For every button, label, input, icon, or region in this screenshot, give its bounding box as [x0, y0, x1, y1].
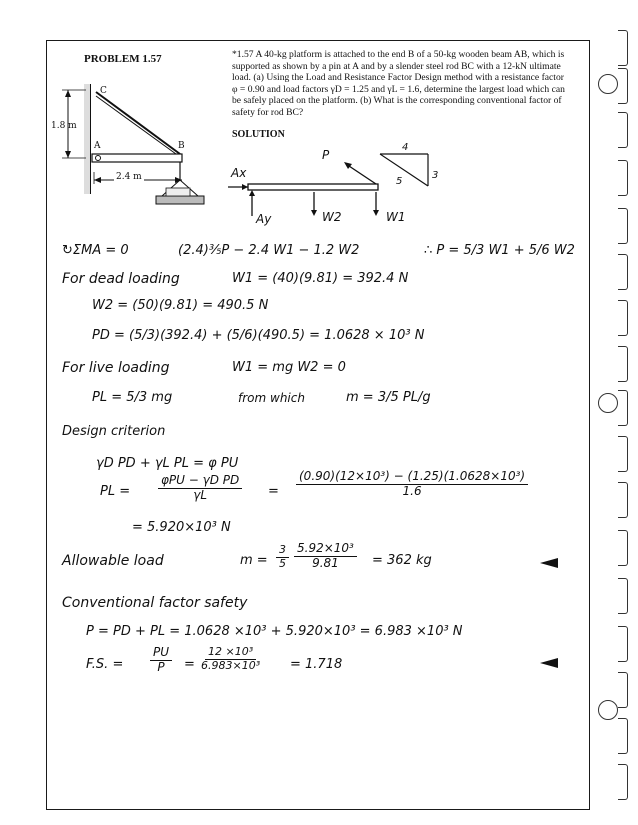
binder-hole-top [598, 74, 618, 94]
pl-denominator: γL [193, 487, 208, 502]
fs-numeric-numerator: 12 ×10³ [205, 646, 256, 660]
binder-hole-bottom [598, 700, 618, 720]
point-a-label: A [94, 141, 101, 151]
margin-tab [618, 160, 628, 196]
pl-numeric-fraction [296, 470, 528, 499]
pl-result: = 5.920×10³ N [132, 520, 231, 535]
height-label: 1.8 m [51, 121, 77, 131]
fs-equals: = [184, 657, 195, 672]
pl-lhs: PL = [100, 484, 131, 499]
allowable-denominator: 9.81 [312, 555, 339, 570]
fbd-ay-label: Ay [256, 212, 272, 226]
moment-equation-left: ↻ΣMA = 0 [62, 243, 129, 258]
fbd-ax-label: Ax [231, 166, 247, 180]
margin-tab [618, 254, 628, 290]
problem-statement: *1.57 A 40-kg platform is attached to the end B of a 50-kg wooden beam AB, which is supported as shown by a pin at A and by a slender steel rod BC with a 12-kN ultimate load. (a) Using the Load and Resistance Factor Design method with a resistance factor φ = 0.90 and load factors γD = 1.25 and γL = 1.6, determine the largest load which can be safely placed on the platform. (b) What is the corresponding conventional factor of safety for rod BC? [232, 49, 565, 118]
fs-numeric-denominator: 6.983×10³ [201, 658, 261, 672]
margin-tab [618, 672, 628, 708]
fs-lhs: F.S. = [86, 657, 124, 672]
margin-tab [618, 482, 628, 518]
margin-tab [618, 764, 628, 800]
allowable-numerator: 5.92×10³ [294, 542, 357, 557]
allowable-m: m = [240, 553, 268, 568]
fs-numeric-fraction [198, 646, 263, 672]
margin-tab [618, 208, 628, 244]
dead-pd-equation: PD = (5/3)(392.4) + (5/6)(490.5) = 1.0628 × 10³ N [92, 328, 425, 343]
problem-title: PROBLEM 1.57 [84, 53, 162, 65]
margin-tab [618, 68, 628, 104]
point-b-label: B [178, 141, 185, 151]
fs-result: = 1.718 [290, 657, 343, 672]
live-pl-equation: PL = 5/3 mg [92, 390, 173, 405]
dead-w2-equation: W2 = (50)(9.81) = 490.5 N [92, 298, 269, 313]
fbd-w2-label: W2 [322, 210, 342, 224]
allowable-result: = 362 kg [372, 553, 432, 568]
margin-tab [618, 436, 628, 472]
solution-heading: SOLUTION [232, 129, 285, 140]
live-loading-label: For live loading [62, 360, 170, 376]
fs-ratio-numerator: PU [150, 646, 172, 661]
margin-tab [618, 30, 628, 66]
moment-equation-middle: (2.4)⅗P − 2.4 W1 − 1.2 W2 [178, 243, 360, 258]
moment-equation-right: ∴ P = 5/3 W1 + 5/6 W2 [424, 243, 575, 258]
margin-tab [618, 346, 628, 382]
dead-loading-label: For dead loading [62, 271, 180, 287]
margin-tab [618, 718, 628, 754]
margin-tab [618, 112, 628, 148]
fbd-p-label: P [322, 148, 330, 162]
pl-numeric-numerator: (0.90)(12×10³) − (1.25)(1.0628×10³) [296, 470, 528, 485]
conventional-fs-label: Conventional factor safety [62, 595, 248, 611]
pl-equals: = [268, 484, 279, 499]
point-c-label: C [100, 86, 107, 96]
margin-tab [618, 578, 628, 614]
pl-numeric-denominator: 1.6 [402, 483, 422, 498]
live-w-equation: W1 = mg W2 = 0 [232, 360, 346, 375]
pl-fraction [158, 474, 242, 503]
length-label: 2.4 m [116, 172, 142, 182]
design-criterion-label: Design criterion [62, 424, 166, 439]
margin-tab [618, 300, 628, 336]
allowable-load-label: Allowable load [62, 553, 164, 569]
triangle-side-3: 3 [432, 170, 439, 181]
binder-hole-middle [598, 393, 618, 413]
live-m-equation: m = 3/5 PL/g [346, 390, 431, 405]
pl-numerator: φPU − γD PD [158, 474, 242, 489]
margin-tab [618, 390, 628, 426]
allowable-ratio-denominator: 5 [279, 556, 286, 570]
triangle-side-5: 5 [396, 176, 403, 187]
dead-w1-equation: W1 = (40)(9.81) = 392.4 N [232, 271, 409, 286]
margin-tab [618, 626, 628, 662]
allowable-fraction [294, 542, 357, 571]
allowable-ratio [276, 544, 289, 570]
design-criterion-equation: γD PD + γL PL = φ PU [96, 456, 239, 471]
fs-ratio [150, 646, 172, 675]
structure-figure [52, 84, 212, 214]
answer-marker-arrow [540, 658, 558, 668]
triangle-side-4: 4 [402, 142, 409, 153]
answer-marker-arrow [540, 558, 558, 568]
allowable-ratio-numerator: 3 [276, 544, 289, 558]
margin-tab [618, 530, 628, 566]
fbd-w1-label: W1 [386, 210, 406, 224]
conventional-p-equation: P = PD + PL = 1.0628 ×10³ + 5.920×10³ = 6.983 ×10³ N [86, 624, 463, 639]
fs-ratio-denominator: P [157, 659, 165, 674]
live-from-which: from which [238, 391, 305, 405]
